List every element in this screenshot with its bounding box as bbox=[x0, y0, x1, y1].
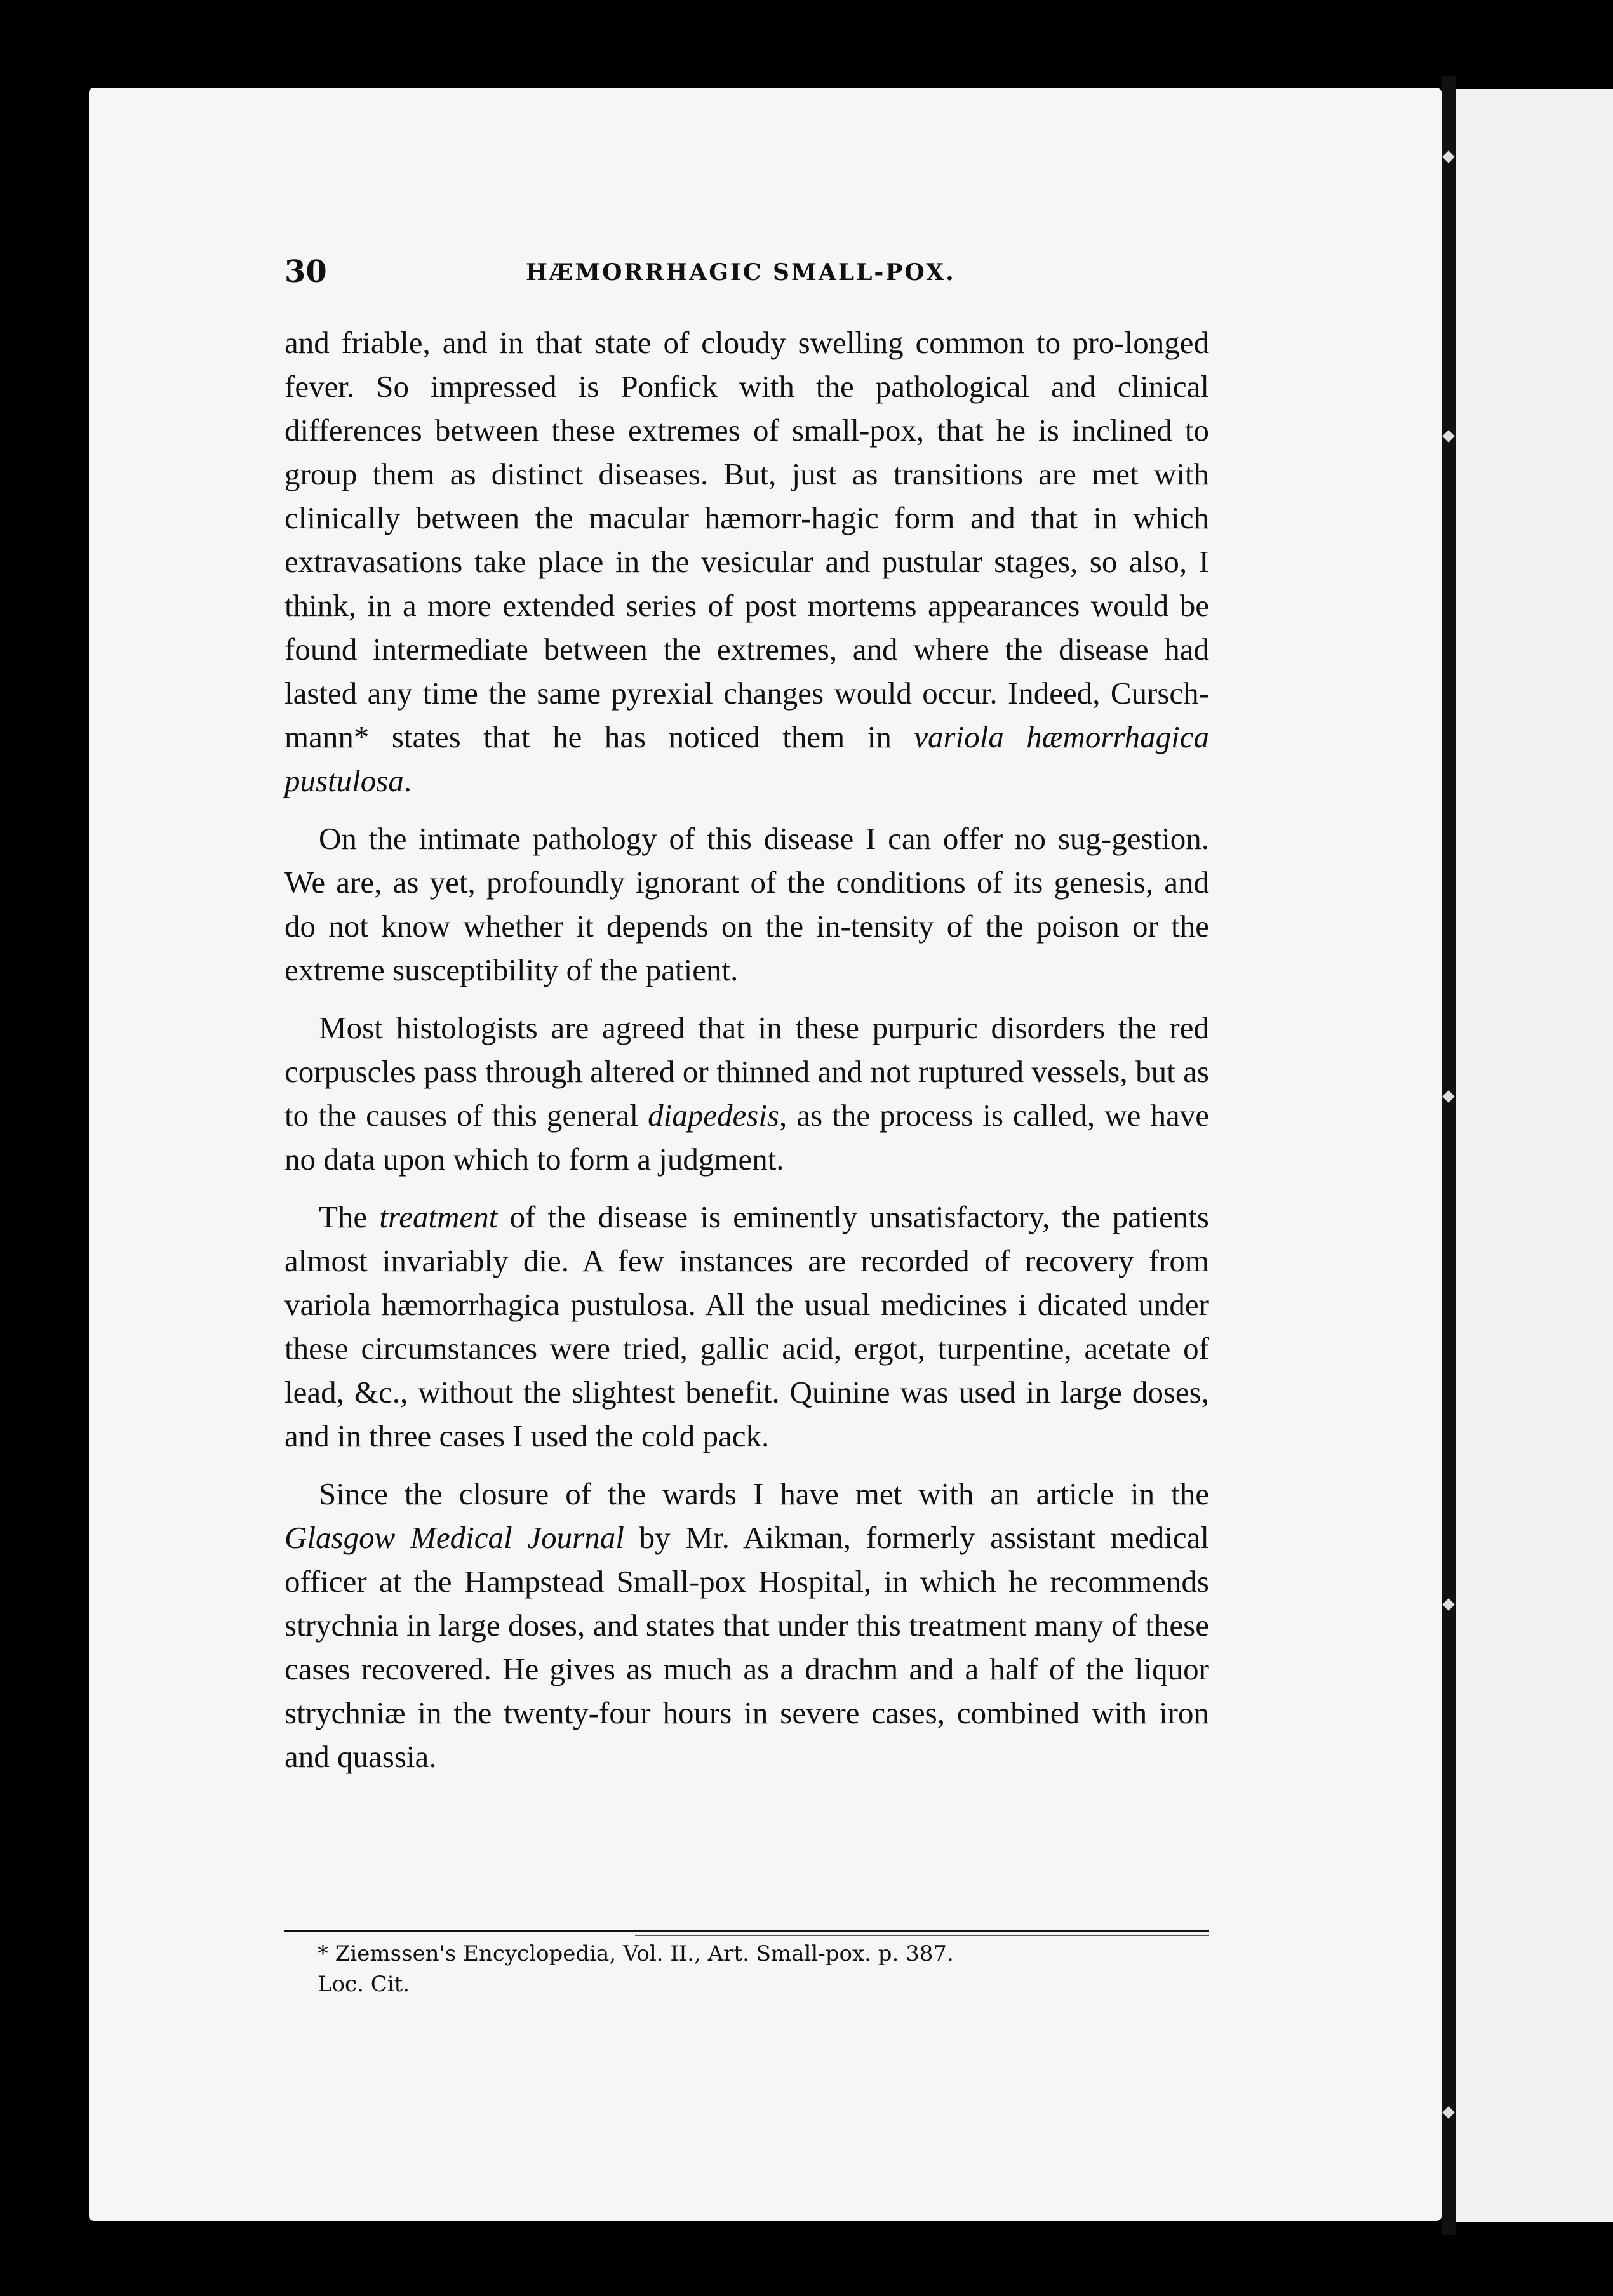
paragraph-1-text: and friable, and in that state of cloudy swelling common to pro-longed fever. So impressed is Ponfick with the pathological and clinical differences between these extremes of small-pox, that he is inclined to group them as distinct diseases. But, just as transitions are met with clinically between the macular hæmorr-hagic form and that in which extravasations take place in the vesicular and pustular stages, so also, I think, in a more extended series of post mortems appearances would be found intermediate between the extremes, and where the disease had lasted any time the same pyrexial changes would occur. Indeed, Cursch-mann* states that he has noticed them in bbox=[284, 325, 1209, 754]
footnote-2: Loc. Cit. bbox=[318, 1972, 410, 1997]
paragraph-3-after: , as the process is called, we have no data upon which to form a judgment. bbox=[284, 1098, 1209, 1177]
running-head: HÆMORRHAGIC SMALL-POX. bbox=[526, 259, 956, 286]
paragraph-1-italic: variola hæmorrhagica pustulosa bbox=[284, 719, 1209, 798]
paragraph-3-italic: diapedesis bbox=[648, 1098, 780, 1133]
edge-mark bbox=[1442, 430, 1455, 443]
footnote-rule-secondary bbox=[635, 1935, 1209, 1936]
paragraph-5 bbox=[284, 1472, 1209, 1779]
facing-page bbox=[1456, 89, 1613, 2222]
edge-mark bbox=[1442, 1090, 1455, 1103]
page-binding-edge bbox=[1442, 76, 1456, 2235]
paragraph-5-italic: Glasgow Medical Journal bbox=[284, 1520, 624, 1555]
paragraph-5-after: by Mr. Aikman, formerly assistant medical officer at the Hampstead Small-pox Hospital, in which he recommends strychnia in large doses, and states that under this treatment many of these cases recovered. He gives as much as a drachm and a half of the liquor strychniæ in the twenty-four hours in severe cases, combined with iron and quassia. bbox=[284, 1520, 1209, 1774]
paragraph-1-end: . bbox=[403, 763, 412, 798]
edge-mark bbox=[1442, 2106, 1455, 2119]
paragraph-4-italic: treatment bbox=[379, 1199, 498, 1234]
paragraph-4 bbox=[284, 1195, 1209, 1458]
paragraph-3-before: Most histologists are agreed that in these purpuric disorders the red corpuscles pass through altered or thinned and not ruptured vessels, but as to the causes of this general bbox=[284, 1010, 1209, 1133]
paragraph-1 bbox=[284, 321, 1209, 803]
page-number: 30 bbox=[284, 254, 327, 290]
edge-mark bbox=[1442, 1598, 1455, 1611]
edge-mark bbox=[1442, 150, 1455, 163]
paragraph-4-after: of the disease is eminently unsatisfactory, the patients almost invariably die. A few instances are recorded of recovery from variola hæmorrhagica pustulosa. All the usual medicines i dicated under these circumstances were tried, gallic acid, ergot, turpentine, acetate of lead, &c., without the slightest benefit. Quinine was used in large doses, and in three cases I used the cold pack. bbox=[284, 1199, 1209, 1453]
footnote-rule bbox=[284, 1930, 1209, 1932]
paragraph-3 bbox=[284, 1006, 1209, 1181]
paragraph-2: On the intimate pathology of this disease I can offer no sug-gestion. We are, as yet, profoundly ignorant of the conditions of its genesis, and do not know whether it depends on the in-tensity of the poison or the extreme susceptibility of the patient. bbox=[284, 821, 1209, 987]
page-header bbox=[284, 254, 1209, 298]
paragraph-4-before: The bbox=[319, 1199, 380, 1234]
body-text bbox=[284, 321, 1209, 1792]
paragraph-5-before: Since the closure of the wards I have met with an article in the bbox=[319, 1476, 1209, 1511]
footnote-1: * Ziemssen's Encyclopedia, Vol. II., Art. Small-pox. p. 387. bbox=[318, 1941, 954, 1966]
footnotes bbox=[318, 1939, 1207, 1999]
